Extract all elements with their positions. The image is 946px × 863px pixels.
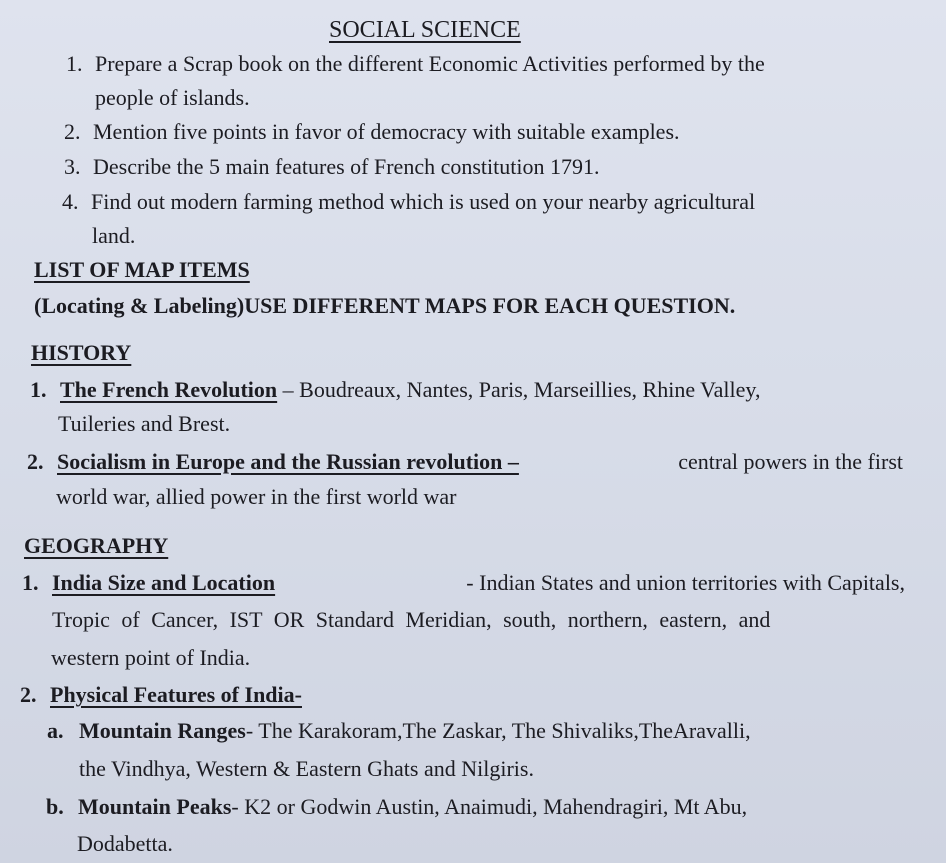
list-item-text <box>52 569 905 597</box>
sub-item-letter: a. <box>47 718 64 743</box>
topic-details: - The Karakoram,The Zaskar, The Shivaliks,TheAravalli, <box>245 718 751 743</box>
list-item-text: people of islands. <box>95 85 250 110</box>
sub-item-text: Dodabetta. <box>77 831 173 856</box>
list-item-number: 2. <box>64 119 81 144</box>
topic-details: - K2 or Godwin Austin, Anaimudi, Mahendragiri, Mt Abu, <box>231 794 748 819</box>
list-item-number: 1. <box>30 377 47 402</box>
page-title: SOCIAL SCIENCE <box>329 17 521 43</box>
sub-item-text <box>79 717 751 745</box>
list-item-text: Find out modern farming method which is used on your nearby agricultural <box>91 189 756 214</box>
list-item-text: Describe the 5 main features of French constitution 1791. <box>93 154 600 179</box>
list-item-text: Mention five points in favor of democracy with suitable examples. <box>93 119 680 144</box>
list-item-text: Prepare a Scrap book on the different Economic Activities performed by the <box>95 51 765 76</box>
map-instruction: (Locating & Labeling)USE DIFFERENT MAPS FOR EACH QUESTION. <box>34 293 736 318</box>
topic-title: Physical Features of India- <box>50 682 302 707</box>
list-item-text <box>57 448 903 476</box>
list-item-text: world war, allied power in the first world war <box>56 484 457 509</box>
list-item-text: Tropic of Cancer, IST OR Standard Meridian, south, northern, eastern, and <box>52 607 771 632</box>
list-item-number: 4. <box>62 189 79 214</box>
topic-details: central powers in the first <box>678 449 903 474</box>
list-item-number: 1. <box>66 51 83 76</box>
separator: – <box>277 377 300 402</box>
list-item-text: Tuileries and Brest. <box>58 411 231 436</box>
list-item-text <box>60 376 760 404</box>
list-item-number: 2. <box>20 682 37 707</box>
list-item-text: western point of India. <box>51 645 251 670</box>
list-item-number: 1. <box>22 570 39 595</box>
sub-item-letter: b. <box>46 794 64 819</box>
list-item-text: land. <box>92 223 136 248</box>
topic-details: - Indian States and union territories with Capitals, <box>466 570 905 595</box>
topic-title: The French Revolution <box>60 377 278 402</box>
topic-title: India Size and Location <box>52 570 276 595</box>
history-heading: HISTORY <box>31 340 132 365</box>
topic-title: Socialism in Europe and the Russian revolution – <box>57 449 519 474</box>
map-items-heading: LIST OF MAP ITEMS <box>34 257 250 282</box>
topic-title: Mountain Peaks <box>78 794 232 819</box>
topic-details: Boudreaux, Nantes, Paris, Marseillies, Rhine Valley, <box>299 377 761 402</box>
list-item-number: 2. <box>27 449 44 474</box>
geography-heading: GEOGRAPHY <box>24 533 169 558</box>
list-item-number: 3. <box>64 154 81 179</box>
topic-title: Mountain Ranges <box>79 718 246 743</box>
sub-item-text <box>78 793 747 821</box>
sub-item-text: the Vindhya, Western & Eastern Ghats and Nilgiris. <box>79 756 534 781</box>
